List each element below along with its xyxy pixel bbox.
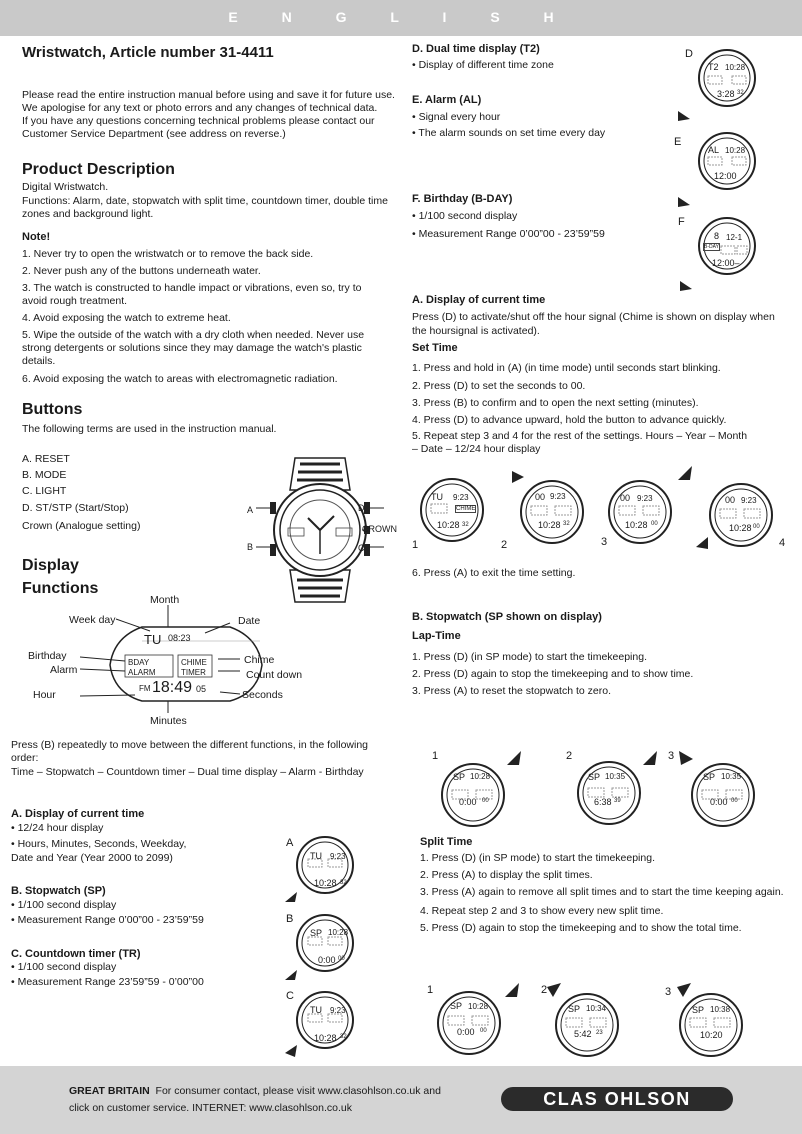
fig-main: 10:28 xyxy=(437,520,460,530)
note-item: 4. Avoid exposing the watch to extreme heat. xyxy=(22,312,231,324)
fig-number: 3 xyxy=(601,536,608,548)
watch-face-icon xyxy=(436,990,502,1056)
product-line: Digital Wristwatch. xyxy=(22,181,109,193)
fig-label: B xyxy=(286,913,294,925)
diag-week-day: Week day xyxy=(69,614,116,626)
disp-line: Press (D) to activate/shut off the hour signal (Chime is shown on display when xyxy=(412,311,775,323)
watch-face-icon xyxy=(697,131,757,191)
fig-tl: TU xyxy=(310,1005,322,1015)
fig-main: 12:00– xyxy=(712,258,740,268)
set-time-step: 2. Press (D) to set the seconds to 00. xyxy=(412,380,586,392)
diag-birthday: Birthday xyxy=(28,650,67,662)
fig-tl: TU xyxy=(431,492,443,502)
arrow-icon xyxy=(676,193,692,209)
press-b-line: order: xyxy=(11,752,39,764)
fig-main: 0:00 xyxy=(459,797,477,807)
diag-date: Date xyxy=(238,615,261,627)
fig-sub: 32 xyxy=(340,1034,347,1040)
note-item: avoid rough treatment. xyxy=(22,295,128,307)
fig-sub: 00 xyxy=(338,956,345,962)
fig-tl: SP xyxy=(692,1005,705,1015)
arrow-icon xyxy=(641,749,659,767)
fig-sub: 39 xyxy=(614,798,621,804)
arrow-icon xyxy=(677,749,695,767)
set-time-heading: Set Time xyxy=(412,342,458,354)
diag-count-down: Count down xyxy=(246,669,303,681)
fig-tr: 10:28 xyxy=(725,63,746,72)
watch-face-icon xyxy=(554,992,620,1058)
fig-number: 2 xyxy=(566,750,573,762)
fig-number: 4 xyxy=(779,537,786,549)
fig-sub: 00 xyxy=(482,798,489,804)
disp-alarm: ALARM xyxy=(128,668,156,677)
diag-minutes: Minutes xyxy=(150,715,187,727)
split-step: 5. Press (D) again to stop the timekeeping and to show the total time. xyxy=(420,922,742,934)
sec-b-heading: B. Stopwatch (SP) xyxy=(11,885,106,897)
intro-line: If you have any questions concerning technical problems please contact our xyxy=(22,115,375,127)
fig-sub: 23 xyxy=(596,1030,603,1036)
article-title: Wristwatch, Article number 31-4411 xyxy=(22,44,274,61)
fig-number: 2 xyxy=(501,539,508,551)
fig-tl: 00 xyxy=(725,495,736,505)
step-6: 6. Press (A) to exit the time setting. xyxy=(412,567,576,579)
fig-sub: 00 xyxy=(480,1028,487,1034)
watch-label-b: B xyxy=(247,542,254,552)
language-title: E N G L I S H xyxy=(228,9,574,25)
sec-f-item: • 1/100 second display xyxy=(412,210,518,222)
arrow-icon xyxy=(503,981,521,999)
fig-mid: CHIME xyxy=(456,506,476,512)
fig-tr: 9:23 xyxy=(637,494,653,503)
watch-face-icon xyxy=(708,482,774,548)
sec-e-item: • The alarm sounds on set time every day xyxy=(412,127,606,139)
fig-badge: B-DAY xyxy=(704,244,719,250)
sec-f-heading: F. Birthday (B-DAY) xyxy=(412,193,513,205)
arrow-icon xyxy=(505,749,523,767)
fig-tr: 10:28 xyxy=(328,928,349,937)
fig-number: 1 xyxy=(427,984,434,996)
product-line: zones and background light. xyxy=(22,208,154,220)
fig-sub: 32 xyxy=(340,880,347,886)
fig-tr: 10:35 xyxy=(605,772,626,781)
arrow-icon xyxy=(676,464,694,482)
disp-bday: BDAY xyxy=(128,658,150,667)
fig-sub: 00 xyxy=(753,524,760,530)
set-time-step: 5. Repeat step 3 and 4 for the rest of the settings. Hours – Year – Month xyxy=(412,430,748,442)
sec-f-item: • Measurement Range 0’00”00 - 23’59”59 xyxy=(412,228,605,240)
watch-label-c: C xyxy=(358,543,365,553)
fig-main: 3:28 xyxy=(717,89,735,99)
footer-contact: For consumer contact, please visit www.clasohlson.co.uk and xyxy=(155,1085,441,1097)
sec-e-item: • Signal every hour xyxy=(412,111,501,123)
fig-number: 1 xyxy=(432,750,439,762)
buttons-heading: Buttons xyxy=(22,401,83,418)
sec-b-item: • Measurement Range 0’00”00 - 23’59”59 xyxy=(11,914,204,926)
product-line: Functions: Alarm, date, stopwatch with split time, countdown timer, double time xyxy=(22,195,388,207)
fig-sub: 32 xyxy=(563,521,570,527)
watch-face-icon xyxy=(607,479,673,545)
note-item: 1. Never try to open the wristwatch or to remove the back side. xyxy=(22,248,314,260)
set-time-step: 1. Press and hold in (A) (in time mode) until seconds start blinking. xyxy=(412,362,721,374)
fig-number: 2 xyxy=(541,984,548,996)
set-time-step: 3. Press (B) to confirm and to open the next setting (minutes). xyxy=(412,397,699,409)
arrow-icon xyxy=(283,1043,299,1059)
watch-label-d: D xyxy=(358,503,365,513)
fig-number: 1 xyxy=(412,539,419,551)
sec-a-item: • 12/24 hour display xyxy=(11,822,104,834)
fig-tr: 12-1 xyxy=(726,233,743,242)
diag-chime: Chime xyxy=(244,654,275,666)
fig-tr: 9:23 xyxy=(330,1006,346,1015)
fig-sub: 00 xyxy=(651,521,658,527)
fig-number: 3 xyxy=(665,986,672,998)
fig-tr: 9:23 xyxy=(550,492,566,501)
fig-main: 5:42 xyxy=(574,1029,592,1039)
product-heading: Product Description xyxy=(22,161,175,178)
note-item: strong detergents or solutions since they may damage the watch's plastic xyxy=(22,342,362,354)
fig-tl: TU xyxy=(310,851,322,861)
disp-line: the hoursignal is activated). xyxy=(412,325,540,337)
fig-tr: 9:23 xyxy=(453,493,469,502)
split-heading: Split Time xyxy=(420,836,473,848)
fig-tr: 10:35 xyxy=(721,772,742,781)
note-heading: Note! xyxy=(22,231,51,243)
fig-tl: SP xyxy=(703,772,716,782)
diag-seconds: Seconds xyxy=(242,689,283,701)
fig-label: A xyxy=(286,837,294,849)
functions-heading: Functions xyxy=(22,580,99,597)
fig-label: E xyxy=(674,136,682,148)
fig-sub: 32 xyxy=(462,522,469,528)
sec-a-heading: A. Display of current time xyxy=(11,808,145,820)
watch-face-icon xyxy=(519,479,585,545)
split-step: 2. Press (A) to display the split times. xyxy=(420,869,593,881)
watch-face-icon xyxy=(697,48,757,108)
fig-main: 10:28 xyxy=(538,520,561,530)
footer-line-2: click on customer service. INTERNET: www.clasohlson.co.uk xyxy=(69,1102,353,1114)
fig-tr: 10:38 xyxy=(710,1005,731,1014)
fig-label: C xyxy=(286,990,294,1002)
disp-heading: A. Display of current time xyxy=(412,294,546,306)
fig-main: 10:28 xyxy=(729,523,752,533)
sec-e-heading: E. Alarm (AL) xyxy=(412,94,482,106)
lap-step: 3. Press (A) to reset the stopwatch to zero. xyxy=(412,685,612,697)
fig-sub: 00 xyxy=(731,798,738,804)
fig-tl: 00 xyxy=(535,492,546,502)
function-order: Time – Stopwatch – Countdown timer – Dual time display – Alarm - Birthday xyxy=(11,766,364,778)
note-item: 2. Never push any of the buttons underneath water. xyxy=(22,265,261,277)
fig-tl: 00 xyxy=(620,493,631,503)
sec-b-item: • 1/100 second display xyxy=(11,899,117,911)
watch-label-crown: CROWN xyxy=(362,524,397,534)
button-list-item: Crown (Analogue setting) xyxy=(22,520,141,532)
fig-main: 0:00 xyxy=(710,797,728,807)
disp-sec: 05 xyxy=(196,684,207,694)
button-list-item: C. LIGHT xyxy=(22,485,67,497)
disp-day: TU xyxy=(144,632,162,647)
fig-main: 0:00 xyxy=(318,955,336,965)
watch-label-a: A xyxy=(247,505,254,515)
fig-main: 12:00 xyxy=(714,171,737,181)
button-list-item: A. RESET xyxy=(22,453,70,465)
split-step: 4. Repeat step 2 and 3 to show every new split time. xyxy=(420,905,664,917)
intro-line: Customer Service Department (see address on reverse.) xyxy=(22,128,286,140)
note-item: 5. Wipe the outside of the watch with a dry cloth when needed. Never use xyxy=(22,329,365,341)
fig-tr: 9:23 xyxy=(741,496,757,505)
button-list-item: B. MODE xyxy=(22,469,67,481)
language-header xyxy=(0,0,802,36)
arrow-icon xyxy=(678,277,694,293)
sec-c-heading: C. Countdown timer (TR) xyxy=(11,948,141,960)
sw-heading: B. Stopwatch (SP shown on display) xyxy=(412,611,602,623)
note-item: 6. Avoid exposing the watch to areas with electromagnetic radiation. xyxy=(22,373,338,385)
fig-tl: SP xyxy=(588,772,601,782)
disp-timer: TIMER xyxy=(181,668,206,677)
arrow-icon xyxy=(510,469,526,485)
watch-face-icon xyxy=(678,992,744,1058)
fig-tr: 10:28 xyxy=(470,772,491,781)
arrow-icon xyxy=(675,981,693,999)
fig-tl: SP xyxy=(568,1004,581,1014)
arrow-icon xyxy=(694,535,710,551)
sec-d-item: • Display of different time zone xyxy=(412,59,554,71)
disp-chime: CHIME xyxy=(181,658,207,667)
button-list-item: D. ST/STP (Start/Stop) xyxy=(22,502,129,514)
sec-c-item: • Measurement Range 23’59”59 - 0’00”00 xyxy=(11,976,204,988)
sec-a-item: • Hours, Minutes, Seconds, Weekday, xyxy=(11,838,187,850)
set-time-step: – Date – 12/24 hour display xyxy=(412,443,541,455)
brand-logo: CLAS OHLSON xyxy=(501,1087,733,1111)
fig-tl: AL xyxy=(708,145,720,155)
arrow-icon xyxy=(676,107,692,123)
fig-main: 10:20 xyxy=(700,1030,723,1040)
intro-line: Please read the entire instruction manual before using and save it for future use. xyxy=(22,89,395,101)
footer-line-1 xyxy=(69,1085,441,1097)
diag-alarm: Alarm xyxy=(50,664,78,676)
set-time-step: 4. Press (D) to advance upward, hold the button to advance quickly. xyxy=(412,414,727,426)
split-step: 1. Press (D) (in SP mode) to start the timekeeping. xyxy=(420,852,655,864)
fig-tl: SP xyxy=(450,1001,463,1011)
fig-tl: 8 xyxy=(714,231,720,241)
disp-date: 08:23 xyxy=(168,633,191,643)
watch-face-icon xyxy=(576,760,642,826)
fig-main: 10:28 xyxy=(625,520,648,530)
fig-main: 10:28 xyxy=(314,1033,337,1043)
lap-heading: Lap-Time xyxy=(412,630,461,642)
diag-hour: Hour xyxy=(33,689,56,701)
fig-label: D xyxy=(685,48,693,60)
fig-main: 10:28 xyxy=(314,878,337,888)
sec-a-item: Date and Year (Year 2000 to 2099) xyxy=(11,852,173,864)
fig-main: 6:38 xyxy=(594,797,612,807)
fig-tl: SP xyxy=(453,772,466,782)
fig-tr: 10:28 xyxy=(725,146,746,155)
lap-step: 1. Press (D) (in SP mode) to start the timekeeping. xyxy=(412,651,647,663)
note-item: 3. The watch is constructed to handle impact or vibrations, even so, try to xyxy=(22,282,362,294)
arrow-icon xyxy=(283,888,299,904)
disp-fm: FM xyxy=(139,684,151,693)
intro-line: We apologise for any text or photo errors and any changes of technical data. xyxy=(22,102,378,114)
arrow-icon xyxy=(283,966,299,982)
sec-d-heading: D. Dual time display (T2) xyxy=(412,43,540,55)
fig-tr: 9:23 xyxy=(330,852,346,861)
fig-label: F xyxy=(678,216,685,228)
fig-tr: 10:34 xyxy=(586,1004,607,1013)
fig-tl: T2 xyxy=(708,62,719,72)
note-item: details. xyxy=(22,355,56,367)
split-step: 3. Press (A) again to remove all split times and to start the time keeping again. xyxy=(420,886,784,898)
fig-tl: SP xyxy=(310,928,323,938)
diag-month: Month xyxy=(150,594,180,606)
press-b-line: Press (B) repeatedly to move between the different functions, in the following xyxy=(11,739,369,751)
disp-time: 18:49 xyxy=(152,679,193,696)
display-heading: Display xyxy=(22,557,79,574)
footer-country: GREAT BRITAIN xyxy=(69,1085,150,1097)
sec-c-item: • 1/100 second display xyxy=(11,961,117,973)
fig-sub: 32 xyxy=(737,90,744,96)
buttons-intro: The following terms are used in the instruction manual. xyxy=(22,423,277,435)
fig-tr: 10:28 xyxy=(468,1002,489,1011)
lap-step: 2. Press (D) again to stop the timekeeping and to show time. xyxy=(412,668,694,680)
fig-main: 0:00 xyxy=(457,1027,475,1037)
fig-number: 3 xyxy=(668,750,675,762)
arrow-icon xyxy=(545,981,563,999)
